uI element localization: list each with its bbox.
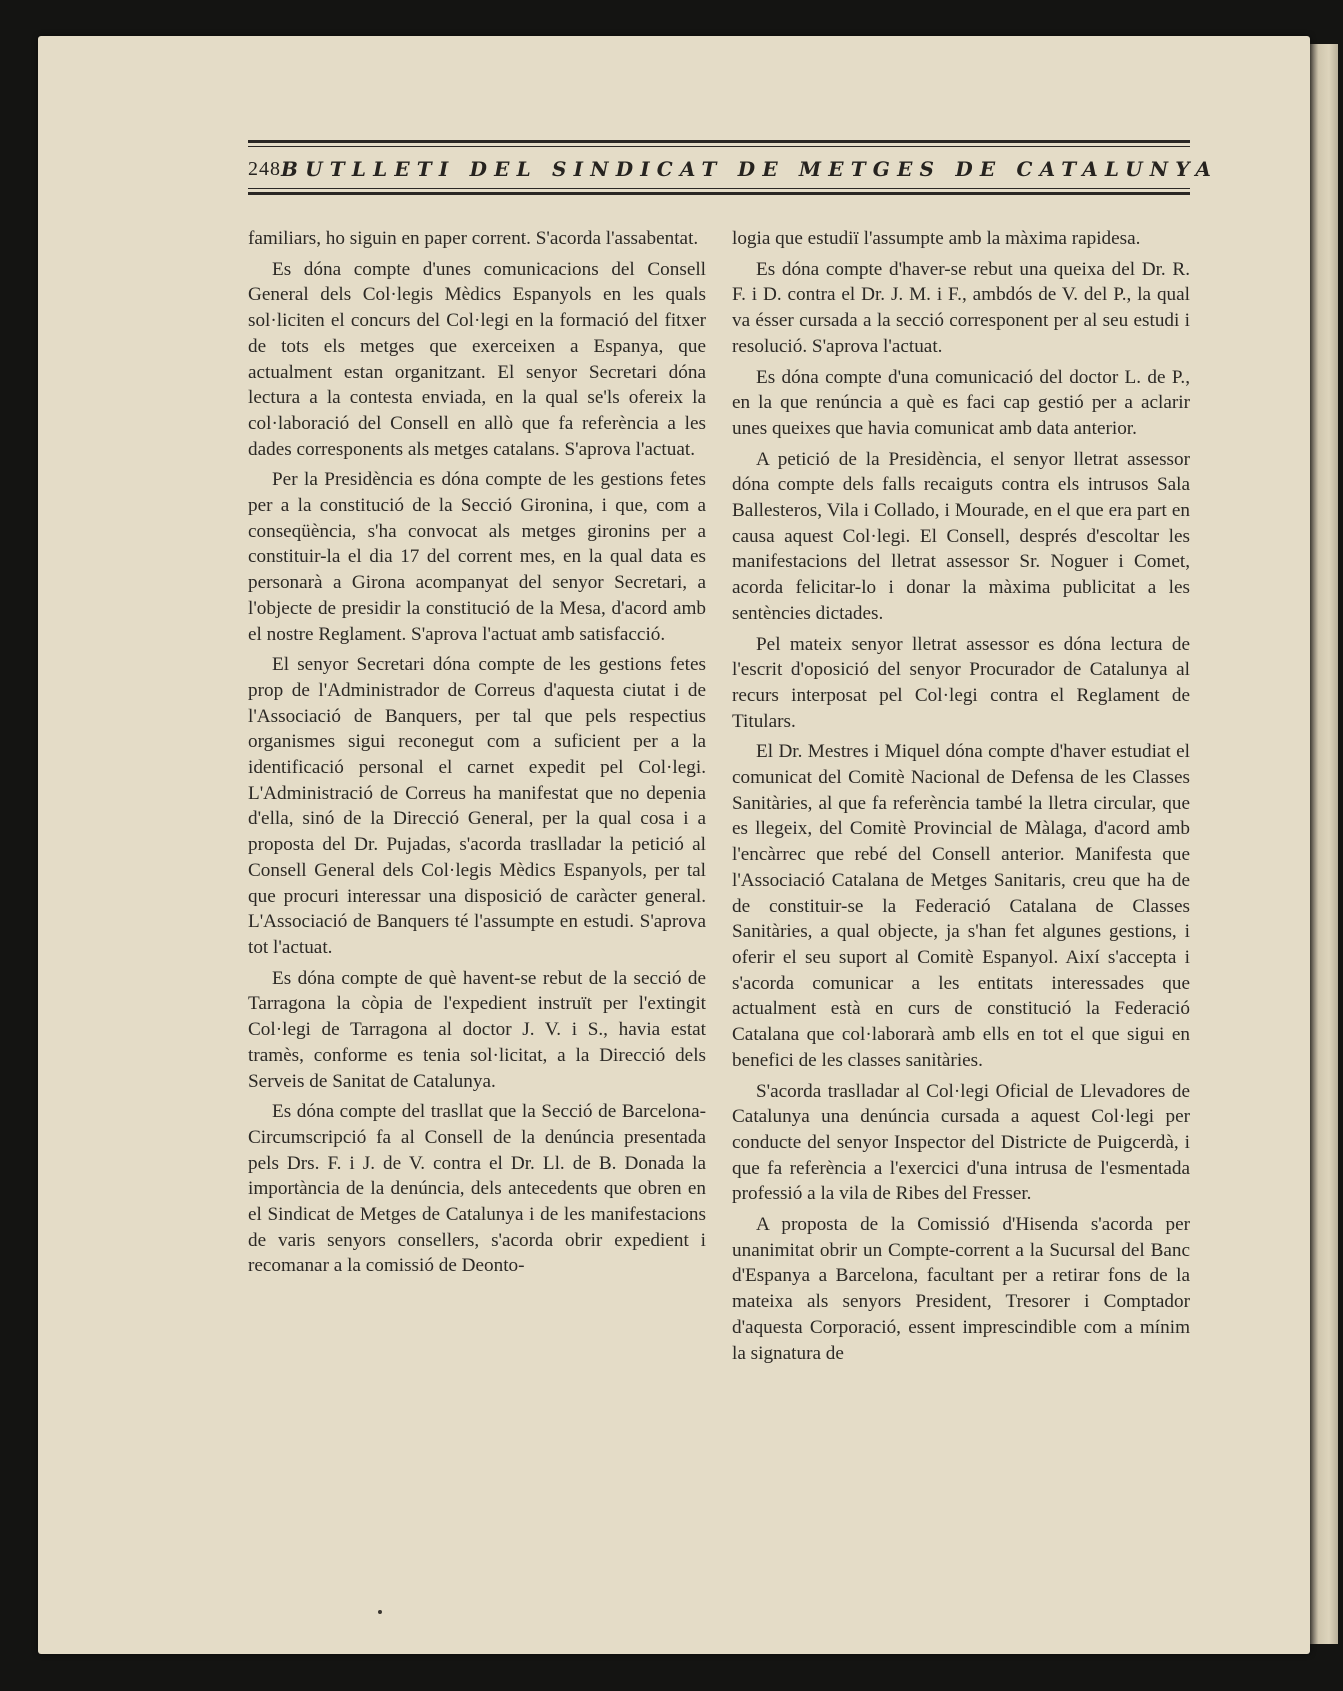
right-column bbox=[732, 226, 1190, 1371]
running-title: BUTLLETI DEL SINDICAT DE METGES DE CATALUNYA bbox=[281, 157, 1219, 181]
paragraph: El senyor Secretari dóna compte de les gestions fetes prop de l'Administrador de Correus d'aquesta ciutat i de l'Associació de Banquers, per tal que pels respectius organismes sigui reconegut com a suficient per a la identificació personal el carnet expedit pel Col·legi. L'Administració de Correus ha manifestat que no depenia d'ella, sinó de la Direcció General, per la qual cosa i a proposta del Dr. Pujadas, s'acorda traslladar la petició al Consell General dels Col·legis Mèdics Espanyols, per tal que procuri interessar una disposició de caràcter general. L'Associació de Banquers té l'assumpte en estudi. S'aprova tot l'actuat. bbox=[248, 654, 706, 958]
paragraph: Es dóna compte d'unes comunicacions del Consell General dels Col·legis Mèdics Espanyols en les quals sol·liciten el concurs del Col·legi en la formació del fitxer de tots els metges que exerceixen a Espanya, que actualment estan organitzant. El senyor Secretari dóna lectura a la contesta enviada, en la qual se'ls ofereix la col·laboració del Consell en allò que fa referència a les dades corresponents als metges catalans. S'aprova l'actuat. bbox=[248, 258, 706, 460]
paragraph: Es dóna compte del trasllat que la Secció de Barcelona-Circumscripció fa al Consell de la denúncia presentada pels Drs. F. i J. de V. contra el Dr. Ll. de B. Donada la importància de la denúncia, dels antecedents que obren en el Sindicat de Metges de Catalunya i de les manifestacions de varis senyors consellers, s'acorda obrir expedient i recomanar a la comissió de Deonto- bbox=[248, 1101, 706, 1277]
paragraph: familiars, ho siguin en paper corrent. S'acorda l'assabentat. bbox=[248, 228, 699, 249]
header-rule-bottom-thick bbox=[248, 192, 1190, 195]
header-rule-top-thin bbox=[248, 146, 1190, 147]
paragraph: Es dóna compte d'una comunicació del doctor L. de P., en la que renúncia a què es faci cap gestió per a aclarir unes queixes que havia comunicat amb data anterior. bbox=[732, 366, 1190, 439]
page-number: 248 bbox=[248, 157, 281, 180]
paragraph: Es dóna compte de què havent-se rebut de la secció de Tarragona la còpia de l'expedient instruït per l'extingit Col·legi de Tarragona al doctor J. V. i S., havia estat tramès, conforme es tenia sol·licitat, a la Direcció dels Serveis de Sanitat de Catalunya. bbox=[248, 967, 706, 1092]
paragraph: S'acorda traslladar al Col·legi Oficial de Llevadores de Catalunya una denúncia cursada a aquest Col·legi per conducte del senyor Inspector del Districte de Puigcerdà, i que fa referència a l'exercici d'una intrusa de l'esmentada professió a la vila de Ribes del Fresser. bbox=[732, 1080, 1190, 1205]
paragraph: El Dr. Mestres i Miquel dóna compte d'haver estudiat el comunicat del Comitè Nacional de Defensa de les Classes Sanitàries, al que fa referència també la lletra circular, que es llegeix, del Comitè Provincial de Màlaga, d'acord amb l'encàrrec que rebé del Consell anterior. Manifesta que l'Associació Catalana de Metges Sanitaris, creu que ha de de constituir-se la Federació Catalana de Classes Sanitàries, a qual objecte, ja s'han fet algunes gestions, i oferir el seu suport al Comitè Espanyol. Així s'accepta i s'acorda comunicar a les entitats interessades que actualment està en curs de constitució la Federació Catalana que col·laborarà amb ells en tot el que sigui en benefici de les classes sanitàries. bbox=[732, 741, 1190, 1071]
paragraph: A petició de la Presidència, el senyor lletrat assessor dóna compte dels falls recaiguts contra els intrusos Sala Ballesteros, Vila i Collado, i Mourade, en el que era part en causa aquest Col·legi. El Consell, després d'escoltar les manifestacions del lletrat assessor Sr. Noguer i Comet, acorda felicitar-lo i donar la màxima publicitat a les sentències dictades. bbox=[732, 448, 1190, 624]
left-column bbox=[248, 226, 706, 1284]
header-rule-top-thick bbox=[248, 140, 1190, 143]
next-page-edge bbox=[1308, 44, 1338, 1644]
ink-speck bbox=[378, 1610, 382, 1614]
paragraph: logia que estudiï l'assumpte amb la màxima rapidesa. bbox=[732, 228, 1141, 249]
paragraph: A proposta de la Comissió d'Hisenda s'acorda per unanimitat obrir un Compte-corrent a la Sucursal del Banc d'Espanya a Barcelona, facultant per a retirar fons de la mateixa als senyors President, Tresorer i Comptador d'aquesta Corporació, essent imprescindible com a mínim la signatura de bbox=[732, 1214, 1190, 1364]
paragraph: Per la Presidència es dóna compte de les gestions fetes per a la constitució de la Secció Gironina, i que, com a conseqüència, s'ha convocat als metges gironins per a constituir-la el dia 17 del corrent mes, en la qual data es personarà a Girona acompanyat del senyor Secretari, a l'objecte de presidir la constitució de la Mesa, d'acord amb el nostre Reglament. S'aprova l'actuat amb satisfacció. bbox=[248, 469, 706, 645]
header-rule-bottom-thin bbox=[248, 188, 1190, 189]
header-row bbox=[248, 154, 1219, 184]
paragraph: Es dóna compte d'haver-se rebut una queixa del Dr. R. F. i D. contra el Dr. J. M. i F., ambdós de V. del P., la qual va ésser cursada a la secció corresponent per al seu estudi i resolució. S'aprova l'actuat. bbox=[732, 258, 1190, 357]
page-header bbox=[248, 140, 1219, 198]
paragraph: Pel mateix senyor lletrat assessor es dóna lectura de l'escrit d'oposició del senyor Procurador de Catalunya al recurs interposat pel Col·legi contra el Reglament de Titulars. bbox=[732, 633, 1190, 732]
